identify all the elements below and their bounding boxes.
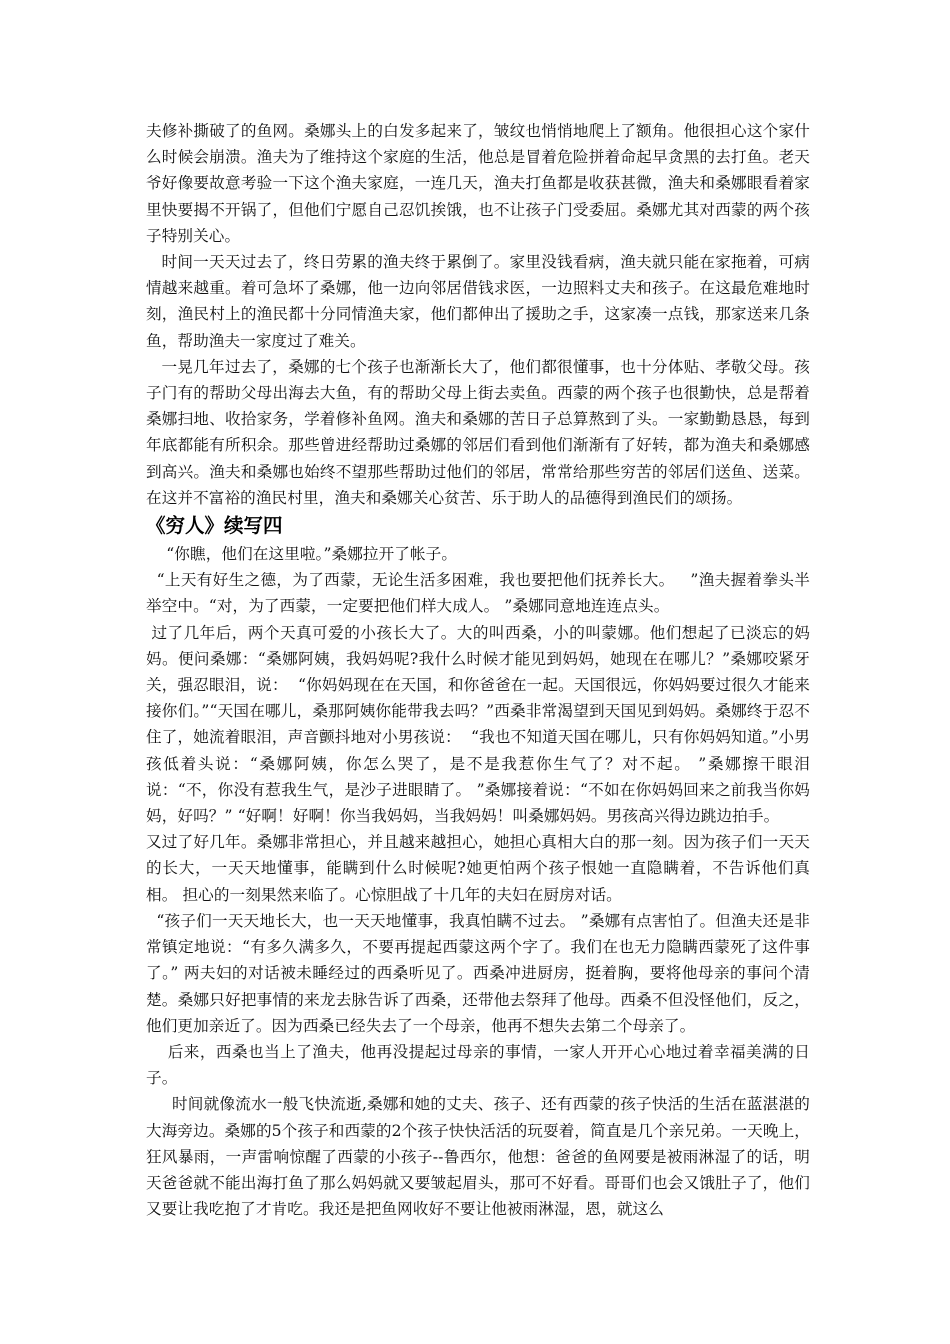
paragraph: 又过了好几年。桑娜非常担心，并且越来越担心，她担心真相大白的那一刻。因为孩子们一天天的长大，一天天地懂事，能瞒到什么时候呢?她更怕两个孩子恨她一直隐瞒着，不告诉他们真相。 担心的一刻果然来临了。心惊胆战了十几年的夫妇在厨房对话。 [146, 833, 810, 904]
paragraph: “上天有好生之德，为了西蒙，无论生活多困难，我也要把他们抚养长大。 ”渔夫握着拳头半举空中。“对，为了西蒙，一定要把他们样大成人。 ”桑娜同意地连连点头。 [146, 571, 810, 616]
paragraph: “孩子们一天天地长大，也一天天地懂事，我真怕瞒不过去。 ”桑娜有点害怕了。但渔夫还是非常镇定地说：“有多久满多久，不要再提起西蒙这两个字了。我们在也无力隐瞒西蒙死了这件事了。” 两夫妇的对话被未睡经过的西桑听见了。西桑冲进厨房，挺着胸，要将他母亲的事问个清楚。桑娜只好把事情的来龙去脉告诉了西桑，还带他去祭拜了他母。西桑不但没怪他们，反之，他们更加亲近了。因为西桑已经失去了一个母亲，他再不想失去第二个母亲了。 [146, 911, 810, 1035]
document-page [146, 118, 816, 1222]
paragraph: 过了几年后，两个天真可爱的小孩长大了。大的叫西桑，小的叫蒙娜。他们想起了已淡忘的妈妈。便问桑娜：“桑娜阿姨，我妈妈呢?我什么时候才能见到妈妈，她现在在哪儿？”桑娜咬紧牙关，强忍眼泪，说： “你妈妈现在在天国，和你爸爸在一起。天国很远，你妈妈要过很久才能来接你们。”“天国在哪儿，桑那阿姨你能带我去吗？”西桑非常渴望到天国见到妈妈。桑娜终于忍不住了，她流着眼泪，声音颤抖地对小男孩说： “我也不知道天国在哪儿，只有你妈妈知道。”小男孩低着头说：“桑娜阿姨，你怎么哭了，是不是我惹你生气了？对不起。 ”桑娜擦干眼泪说：“不，你没有惹我生气，是沙子进眼睛了。 ”桑娜接着说：“不如在你妈妈回来之前我当你妈妈，好吗？” “好啊！好啊！你当我妈妈，当我妈妈！叫桑娜妈妈。男孩高兴得边跳边拍手。 [146, 623, 810, 826]
paragraph: 夫修补撕破了的鱼网。桑娜头上的白发多起来了，皱纹也悄悄地爬上了额角。他很担心这个家什么时候会崩溃。渔夫为了维持这个家庭的生活，他总是冒着危险拼着命起早贪黑的去打鱼。老天爷好像要故意考验一下这个渔夫家庭，一连几天，渔夫打鱼都是收获甚微，渔夫和桑娜眼看着家里快要揭不开锅了，但他们宁愿自己忍饥挨饿，也不让孩子门受委屈。桑娜尤其对西蒙的两个孩子特别关心。 [146, 122, 810, 245]
section-heading: 《穷人》续写四 [146, 514, 283, 538]
paragraph: “你瞧，他们在这里啦。”桑娜拉开了帐子。 [146, 545, 458, 564]
paragraph: 时间一天天过去了，终日劳累的渔夫终于累倒了。家里没钱看病，渔夫就只能在家拖着，可病情越来越重。着可急坏了桑娜，他一边向邻居借钱求医，一边照料丈夫和孩子。在这最危难地时刻，渔民村上的渔民都十分同情渔夫家，他们都伸出了援助之手，这家凑一点钱，那家送来几条鱼，帮助渔夫一家度过了难关。 [146, 253, 810, 350]
paragraph: 时间就像流水一般飞快流逝,桑娜和她的丈夫、孩子、还有西蒙的孩子快活的生活在蓝湛湛的大海旁边。桑娜的5个孩子和西蒙的2个孩子快快活活的玩耍着，简直是几个亲兄弟。一天晚上，狂风暴雨，一声雷响惊醒了西蒙的小孩子--鲁西尔，他想：爸爸的鱼网要是被雨淋湿了的话，明天爸爸就不能出海打鱼了那么妈妈就又要皱起眉头，那可不好看。哥哥们也会又饿肚子了，他们又要让我吃抱了才肯吃。我还是把鱼网收好不要让他被雨淋湿，恩，就这么 [146, 1095, 810, 1219]
paragraph: 一晃几年过去了，桑娜的七个孩子也渐渐长大了，他们都很懂事，也十分体贴、孝敬父母。孩子门有的帮助父母出海去大鱼，有的帮助父母上街去卖鱼。西蒙的两个孩子也很勤快，总是帮着桑娜扫地、收拾家务，学着修补鱼网。渔夫和桑娜的苦日子总算熬到了头。一家勤勤恳恳，每到年底都能有所积余。那些曾进经帮助过桑娜的邻居们看到他们渐渐有了好转，都为渔夫和桑娜感到高兴。渔夫和桑娜也始终不望那些帮助过他们的邻居，常常给那些穷苦的邻居们送鱼、送菜。 在这并不富裕的渔民村里，渔夫和桑娜关心贫苦、乐于助人的品德得到渔民们的颂扬。 [146, 357, 816, 507]
paragraph: 后来，西桑也当上了渔夫，他再没提起过母亲的事情，一家人开开心心地过着幸福美满的日子。 [146, 1042, 810, 1088]
